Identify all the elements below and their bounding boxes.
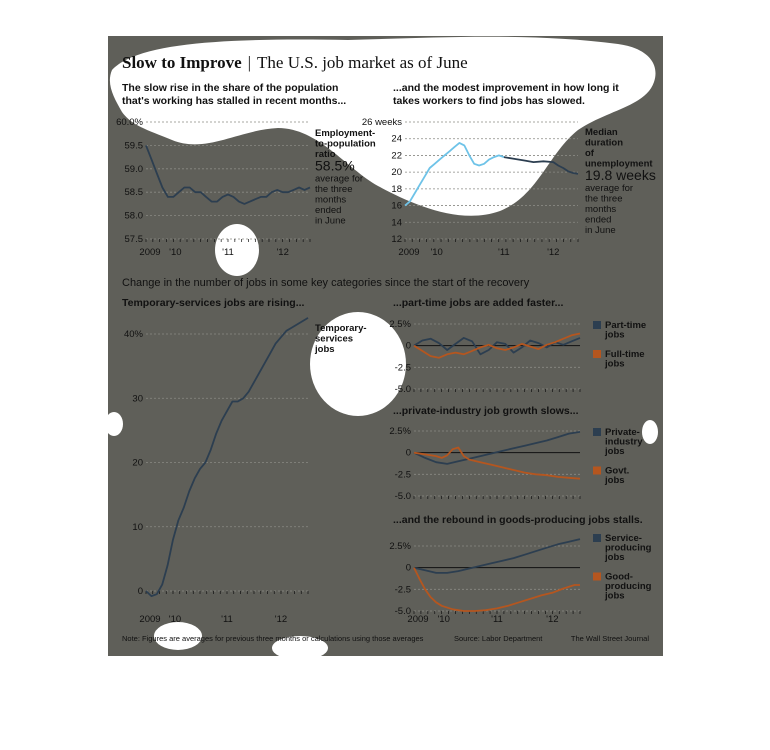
y-tick-label: 59.0 <box>124 163 143 175</box>
x-tick-label: 2009 <box>139 247 161 258</box>
y-tick-label: 30 <box>132 393 143 405</box>
series-line <box>146 318 308 596</box>
legend-swatch <box>593 573 601 581</box>
chart-private <box>389 405 643 502</box>
y-tick-label: 0 <box>405 340 411 352</box>
series-desc-line: average for <box>585 183 634 194</box>
chart-title: Slow to Improve | The U.S. job market as of June <box>122 53 468 72</box>
legend-swatch <box>593 321 601 329</box>
series-label-line: ratio <box>315 149 336 160</box>
series-desc-line: in June <box>315 215 346 227</box>
series-label-line: services <box>315 333 354 345</box>
x-tick-label: 2009 <box>139 614 161 625</box>
y-tick-label: 18 <box>391 183 402 195</box>
y-tick-label: 58.5 <box>124 187 143 199</box>
series-label-line: Employment- <box>315 128 376 139</box>
x-tick-label: '10 <box>169 247 182 258</box>
y-tick-label: 57.5 <box>124 234 143 245</box>
section2-title: Change in the number of jobs in some key categories since the start of the recovery <box>122 277 530 289</box>
y-tick-label: -2.5 <box>394 362 411 374</box>
legend-swatch <box>593 534 601 542</box>
chart-goods <box>389 514 651 625</box>
legend-swatch <box>593 428 601 436</box>
series-value: 58.5% <box>315 157 355 174</box>
header <box>122 53 468 72</box>
series-label-line: of <box>585 148 594 159</box>
legend-label-line: Service- <box>605 533 642 544</box>
series-label-line: Temporary- <box>315 323 367 334</box>
chart-heading-line: The slow rise in the share of the population <box>122 82 339 94</box>
series-label-line: jobs <box>315 344 335 355</box>
series-desc-line: ended <box>585 214 612 226</box>
chart-heading-line: that's working has stalled in recent months... <box>122 95 347 107</box>
x-axis <box>414 496 580 499</box>
y-tick-label: 12 <box>391 234 402 245</box>
footer-credit: The Wall Street Journal <box>570 634 649 643</box>
y-tick-label: -5.0 <box>394 606 411 617</box>
legend-swatch <box>593 350 601 358</box>
y-tick-label: -2.5 <box>394 584 411 596</box>
y-tick-label: -2.5 <box>394 469 411 481</box>
y-tick-label: 26 weeks <box>361 117 402 128</box>
series-line <box>146 145 310 204</box>
y-tick-label: 2.5% <box>389 541 411 552</box>
y-tick-label: 2.5% <box>389 426 411 437</box>
blotch-left-edge <box>108 412 123 436</box>
y-tick-label: 60.0% <box>116 117 143 128</box>
y-tick-label: -5.0 <box>394 384 411 395</box>
chart-parttime <box>389 297 646 395</box>
series-label-line: to-population <box>315 138 376 150</box>
legend-label-line: jobs <box>605 475 625 486</box>
series-desc-line: the three <box>585 193 623 205</box>
y-tick-label: 58.0 <box>124 210 143 222</box>
legend-label-line: jobs <box>605 552 625 563</box>
chart-temp <box>122 297 367 625</box>
chart-heading-line: ...and the rebound in goods-producing jobs stalls. <box>393 514 643 526</box>
y-tick-label: 59.5 <box>124 140 143 152</box>
legend-label-line: jobs <box>605 358 625 370</box>
y-tick-label: 0 <box>405 447 411 459</box>
blotch-right-edge <box>642 420 658 444</box>
x-axis <box>146 239 310 242</box>
legend-label-line: Part-time <box>605 320 647 331</box>
x-tick-label: '12 <box>546 614 559 625</box>
y-tick-label: 22 <box>391 150 402 162</box>
series-desc-line: in June <box>585 225 616 236</box>
legend-label-line: Full-time <box>605 349 645 360</box>
y-tick-label: 10 <box>132 521 143 533</box>
y-tick-label: 16 <box>391 200 402 212</box>
x-tick-label: '10 <box>430 247 443 258</box>
x-tick-label: '11 <box>221 614 233 625</box>
series-desc-line: average for <box>315 173 364 185</box>
x-axis <box>146 591 308 594</box>
chart-heading-line: ...private-industry job growth slows... <box>393 405 579 417</box>
y-tick-label: 40% <box>123 329 143 340</box>
footer-note: Note: Figures are averages for previous three months or calculations using those averages <box>122 634 424 643</box>
y-tick-label: 0 <box>405 562 411 574</box>
legend-label-line: Private- <box>605 427 640 438</box>
legend-label-line: jobs <box>605 446 625 457</box>
series-desc-line: ended <box>315 205 342 216</box>
series-label-line: Median <box>585 127 618 138</box>
footer <box>122 634 649 643</box>
y-tick-label: 2.5% <box>389 319 411 330</box>
infographic-panel <box>108 36 663 656</box>
x-tick-label: '11 <box>491 614 503 625</box>
x-axis <box>405 239 578 242</box>
chart-heading-line: Temporary-services jobs are rising... <box>122 297 305 309</box>
series-desc-line: months <box>585 204 617 215</box>
series-desc-line: the three <box>315 184 353 195</box>
legend-label-line: jobs <box>605 329 625 341</box>
x-tick-label: '12 <box>547 247 560 258</box>
legend-label-line: industry <box>605 436 643 448</box>
series-line <box>414 432 580 464</box>
x-tick-label: '10 <box>437 614 450 625</box>
x-tick-label: '12 <box>274 614 288 625</box>
y-tick-label: 20 <box>391 167 402 179</box>
chart-heading-line: ...part-time jobs are added faster... <box>393 297 564 309</box>
series-desc-line: months <box>315 194 347 206</box>
x-axis <box>414 389 580 392</box>
infographic-svg <box>108 36 663 656</box>
x-tick-label: '11 <box>222 247 234 258</box>
series-label-line: duration <box>585 137 623 149</box>
legend-label-line: Good- <box>605 571 633 583</box>
y-tick-label: 14 <box>391 217 402 229</box>
y-tick-label: -5.0 <box>394 491 411 502</box>
white-blotches <box>108 37 658 656</box>
legend-label-line: jobs <box>605 590 625 602</box>
footer-source: Source: Labor Department <box>454 634 543 643</box>
x-tick-label: '10 <box>168 614 182 625</box>
series-value: 19.8 weeks <box>585 167 656 183</box>
chart-heading-line: ...and the modest improvement in how long it <box>393 82 619 94</box>
x-tick-label: '12 <box>276 247 289 258</box>
legend-label-line: producing <box>605 581 652 592</box>
y-tick-label: 0 <box>137 586 143 597</box>
y-tick-label: 24 <box>391 133 402 145</box>
x-tick-label: '11 <box>498 247 510 258</box>
x-tick-label: 2009 <box>398 247 420 258</box>
x-tick-label: 2009 <box>407 614 429 625</box>
series-label-line: unemployment <box>585 158 653 170</box>
chart-heading-line: takes workers to find jobs has slowed. <box>393 95 585 107</box>
legend-label-line: Govt. <box>605 465 630 477</box>
y-tick-label: 20 <box>132 457 143 469</box>
legend-swatch <box>593 467 601 475</box>
legend-label-line: producing <box>605 542 652 554</box>
